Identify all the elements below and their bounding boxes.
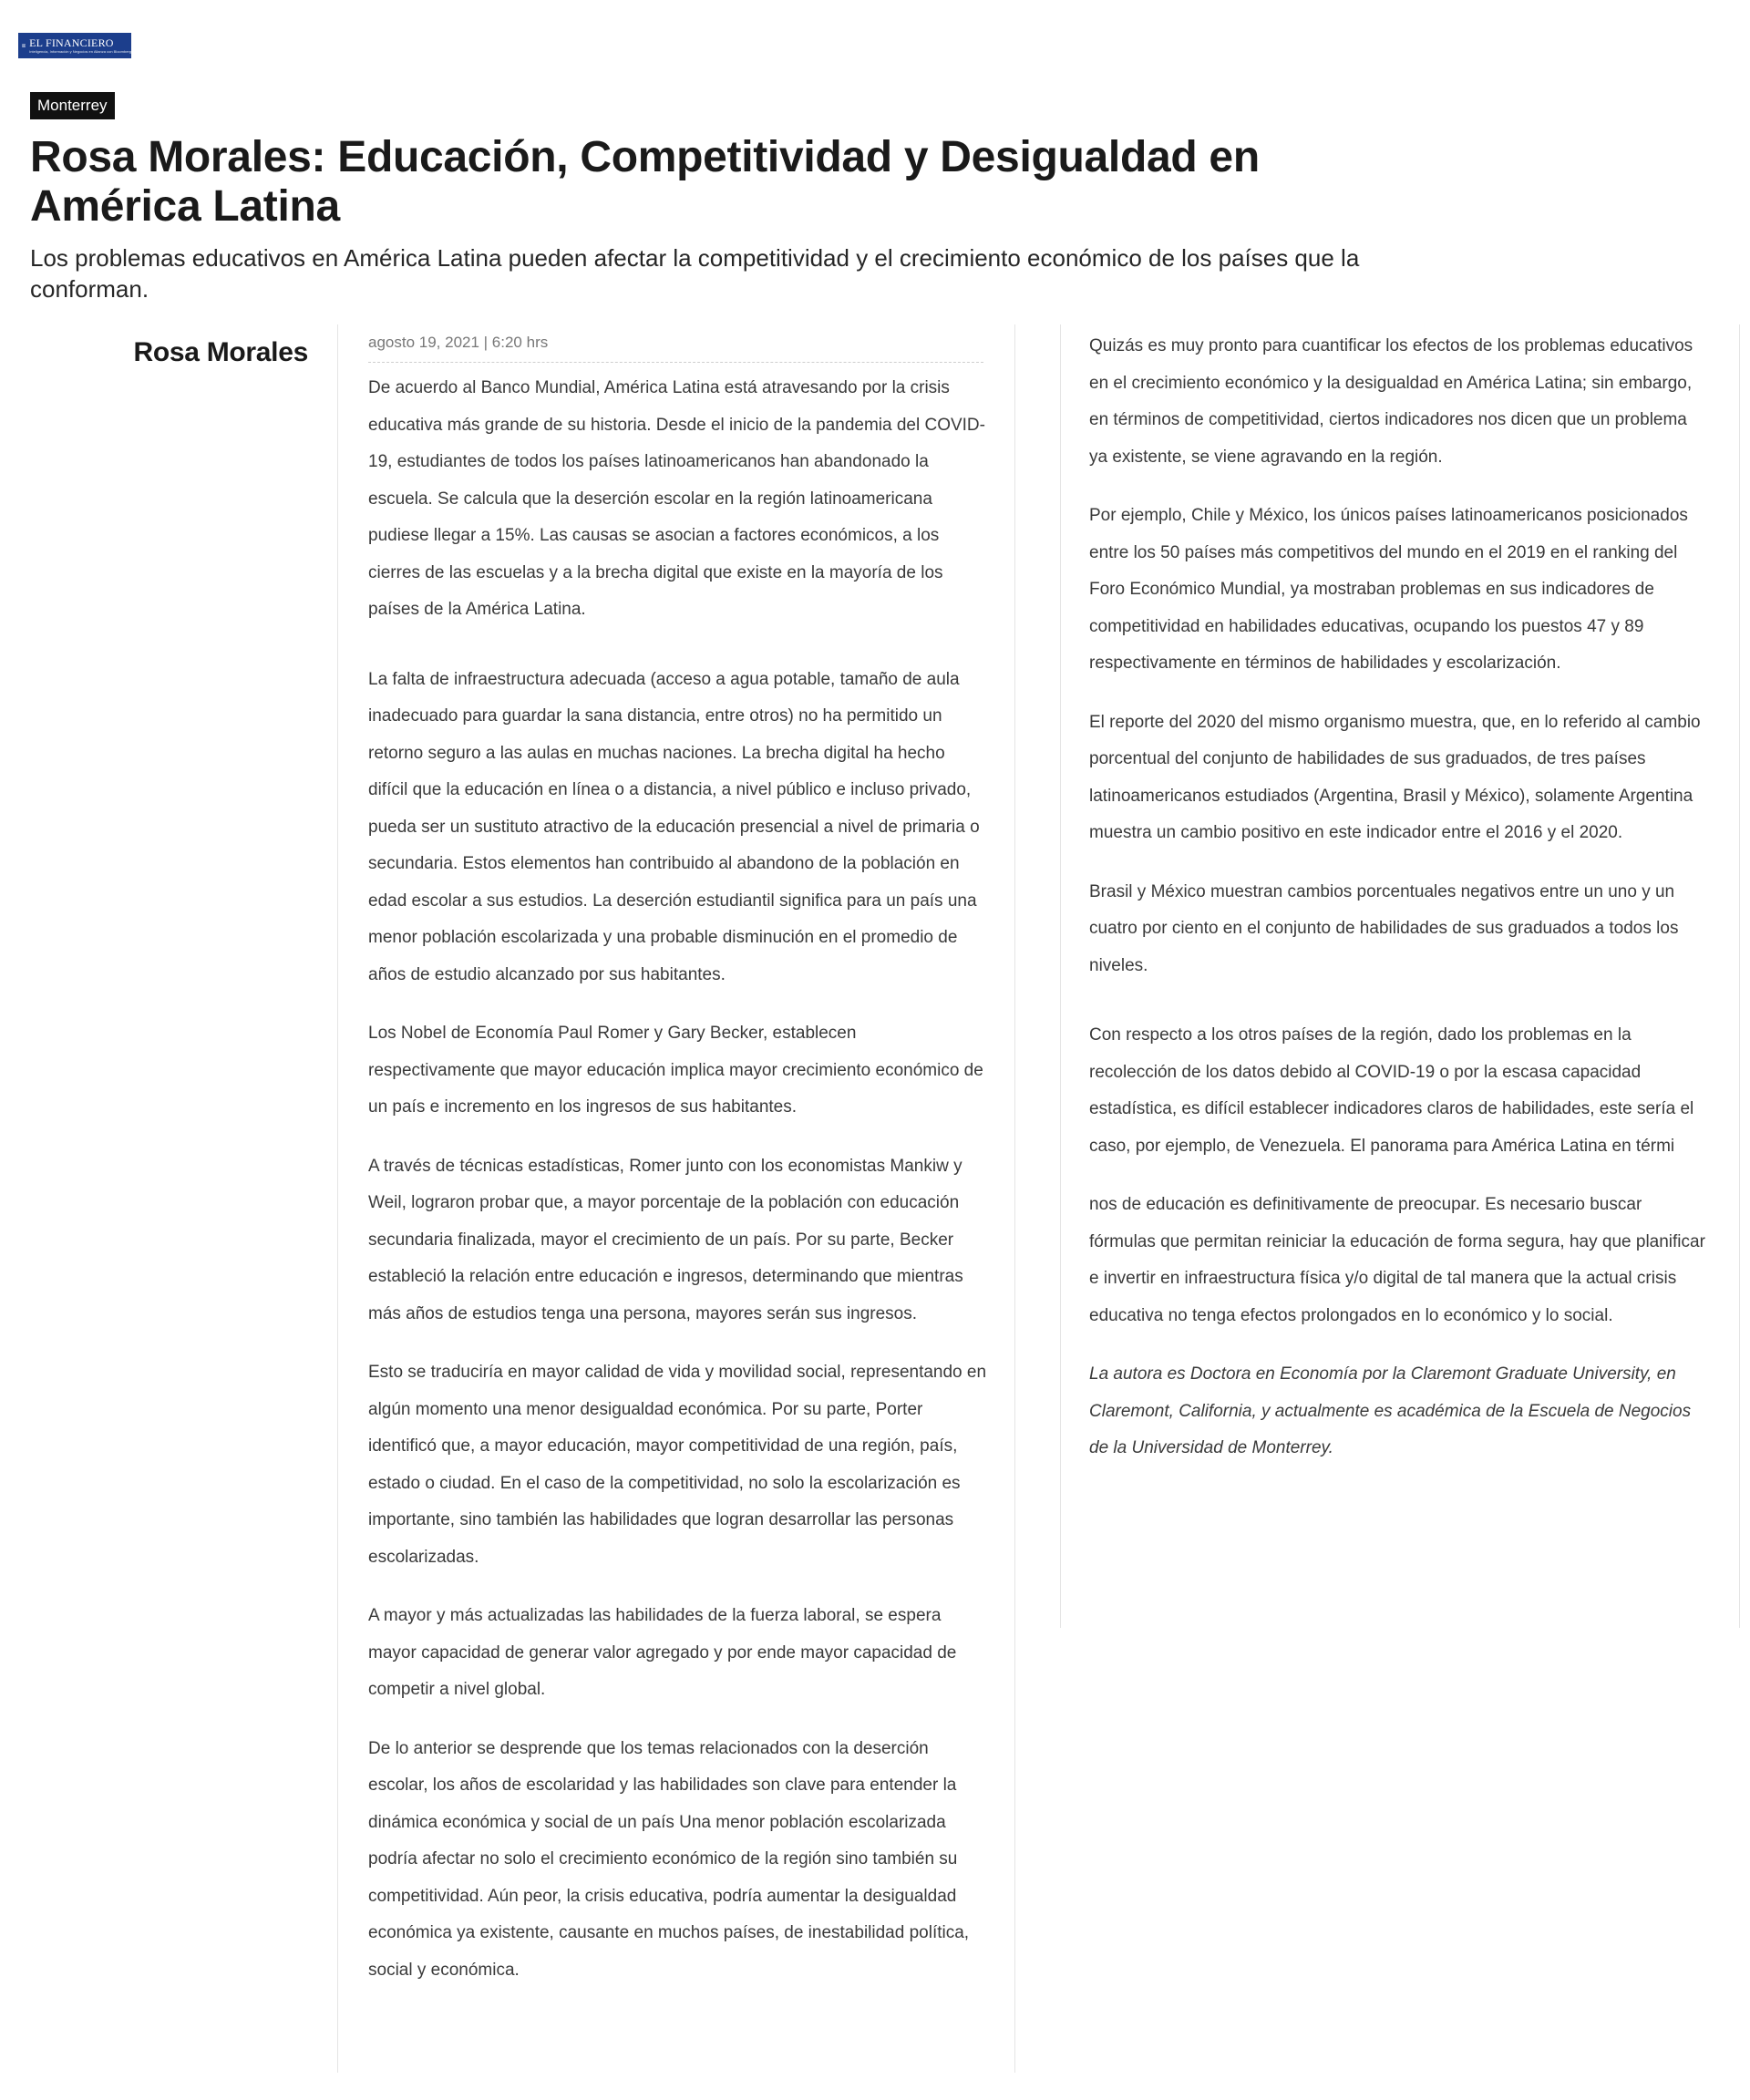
paragraph: De acuerdo al Banco Mundial, América Latina está atravesando por la crisis educativa más grande de su historia. Desde el inicio de la pandemia del COVID-19, estudiantes de todos los países latinoamericanos han abandonado la escuela. Se calcula que la deserción escolar en la región latinoamericana pudiese llegar a 15%. Las causas se asocian a factores económicos, a los cierres de las escuelas y a la brecha digital que existe en la mayoría de los países de la América Latina. (368, 378, 985, 619)
divider-right-column-end (1739, 324, 1740, 1628)
paragraph: Quizás es muy pronto para cuantificar los efectos de los problemas educativos en el crecimiento económico y la desigualdad en América Latina; sin embargo, en términos de competitividad, ciertos indicadores nos dicen que un problema ya existente, se viene agravando en la región. (1089, 336, 1693, 467)
logo-name: EL FINANCIERO (29, 36, 114, 49)
paragraph: El reporte del 2020 del mismo organismo muestra, que, en lo referido al cambio porcentual del conjunto de habilidades de sus graduados, de tres países latinoamericanos estudiados (Argentina, Brasil y México), solamente Argentina muestra un cambio positivo en este indicador entre el 2016 y el 2020. (1089, 712, 1701, 842)
article-headline: Rosa Morales: Educación, Competitividad y Desigualdad en América Latina (30, 133, 1260, 231)
paragraph: nos de educación es definitivamente de preocupar. Es necesario buscar fórmulas que permitan reiniciar la educación de forma segura, hay que planificar e invertir en infraestructura física y/o digital de tal manera que la actual crisis educativa no tenga efectos prolongados en lo económico y lo social. (1089, 1195, 1705, 1325)
site-logo[interactable] (18, 33, 131, 58)
author-bio: La autora es Doctora en Economía por la Claremont Graduate University, en Claremont, California, y actualmente es académica de la Escuela de Negocios de la Universidad de Monterrey. (1089, 1364, 1692, 1457)
paragraph: Por ejemplo, Chile y México, los únicos países latinoamericanos posicionados entre los 50 países más competitivos del mundo en el 2019 en el ranking del Foro Económico Mundial, ya mostraban problemas en sus indicadores de competitividad en habilidades educativas, ocupando los puestos 47 y 89 respectivamente en términos de habilidades y escolarización. (1089, 506, 1688, 673)
paragraph: Con respecto a los otros países de la región, dado los problemas en la recolección de los datos debido al COVID-19 o por la escasa capacidad estadística, es difícil establecer indicadores claros de habilidades, este sería el caso, por ejemplo, de Venezuela. El panorama para América Latina en térmi (1089, 1025, 1694, 1156)
divider-right-column-start (1060, 324, 1061, 1628)
section-tag[interactable]: Monterrey (30, 92, 115, 119)
paragraph: La falta de infraestructura adecuada (acceso a agua potable, tamaño de aula inadecuado para guardar la sana distancia, entre otros) no ha permitido un retorno seguro a las aulas en muchas naciones. La brecha digital ha hecho difícil que la educación en línea o a distancia, a nivel público e incluso privado, pueda ser un sustituto atractivo de la educación presencial a nivel de primaria o secundaria. Estos elementos han contribuido al abandono de la población en edad escolar a sus estudios. La deserción estudiantil significa para un país una menor población escolarizada y una probable disminución en el promedio de años de estudio alcanzado por sus habitantes. (368, 669, 980, 984)
divider-middle (1014, 324, 1015, 2073)
article-body-right-column (1089, 328, 1709, 1489)
logo-wordmark (29, 37, 131, 54)
paragraph: De lo anterior se desprende que los temas relacionados con la deserción escolar, los años de escolaridad y las habilidades son clave para entender la dinámica económica y social de un país Una menor población escolarizada podría afectar no solo el crecimiento económico de la región sino también su competitividad. Aún peor, la crisis educativa, podría aumentar la desigualdad económica ya existente, causante en muchos países, de inestabilidad política, social y económica. (368, 1738, 970, 1980)
article-body-left-column (368, 370, 988, 2011)
paragraph: A través de técnicas estadísticas, Romer junto con los economistas Mankiw y Weil, lograron probar que, a mayor porcentaje de la población con educación secundaria finalizada, mayor el crecimiento de un país. Por su parte, Becker estableció la relación entre educación e ingresos, determinando que mientras más años de estudios tenga una persona, mayores serán sus ingresos. (368, 1156, 963, 1323)
paragraph: Brasil y México muestran cambios porcentuales negativos entre un uno y un cuatro por ciento en el conjunto de habilidades de sus graduados a todos los niveles. (1089, 881, 1679, 975)
paragraph: A mayor y más actualizadas las habilidades de la fuerza laboral, se espera mayor capacidad de generar valor agregado y por ende mayor capacidad de competir a nivel global. (368, 1606, 957, 1699)
author-name[interactable]: Rosa Morales (133, 337, 308, 367)
article-summary: Los problemas educativos en América Latina pueden afectar la competitividad y el crecimiento económico de los países que la conforman. (30, 244, 1360, 303)
article-dateline: agosto 19, 2021 | 6:20 hrs (368, 331, 983, 363)
building-logo-icon (22, 36, 26, 55)
paragraph: Los Nobel de Economía Paul Romer y Gary Becker, establecen respectivamente que mayor educación implica mayor crecimiento económico de un país e incremento en los ingresos de sus habitantes. (368, 1024, 983, 1117)
divider-left (337, 324, 338, 2073)
paragraph: Esto se traduciría en mayor calidad de vida y movilidad social, representando en algún momento una menor desigualdad económica. Por su parte, Porter identificó que, a mayor educación, mayor competitividad de una región, país, estado o ciudad. En el caso de la competitividad, no solo la escolarización es importante, sino también las habilidades que logran desarrollar las personas escolarizadas. (368, 1363, 987, 1567)
logo-tagline: Inteligencia, Información y Negocios en Alianza con Bloomberg (29, 49, 131, 54)
